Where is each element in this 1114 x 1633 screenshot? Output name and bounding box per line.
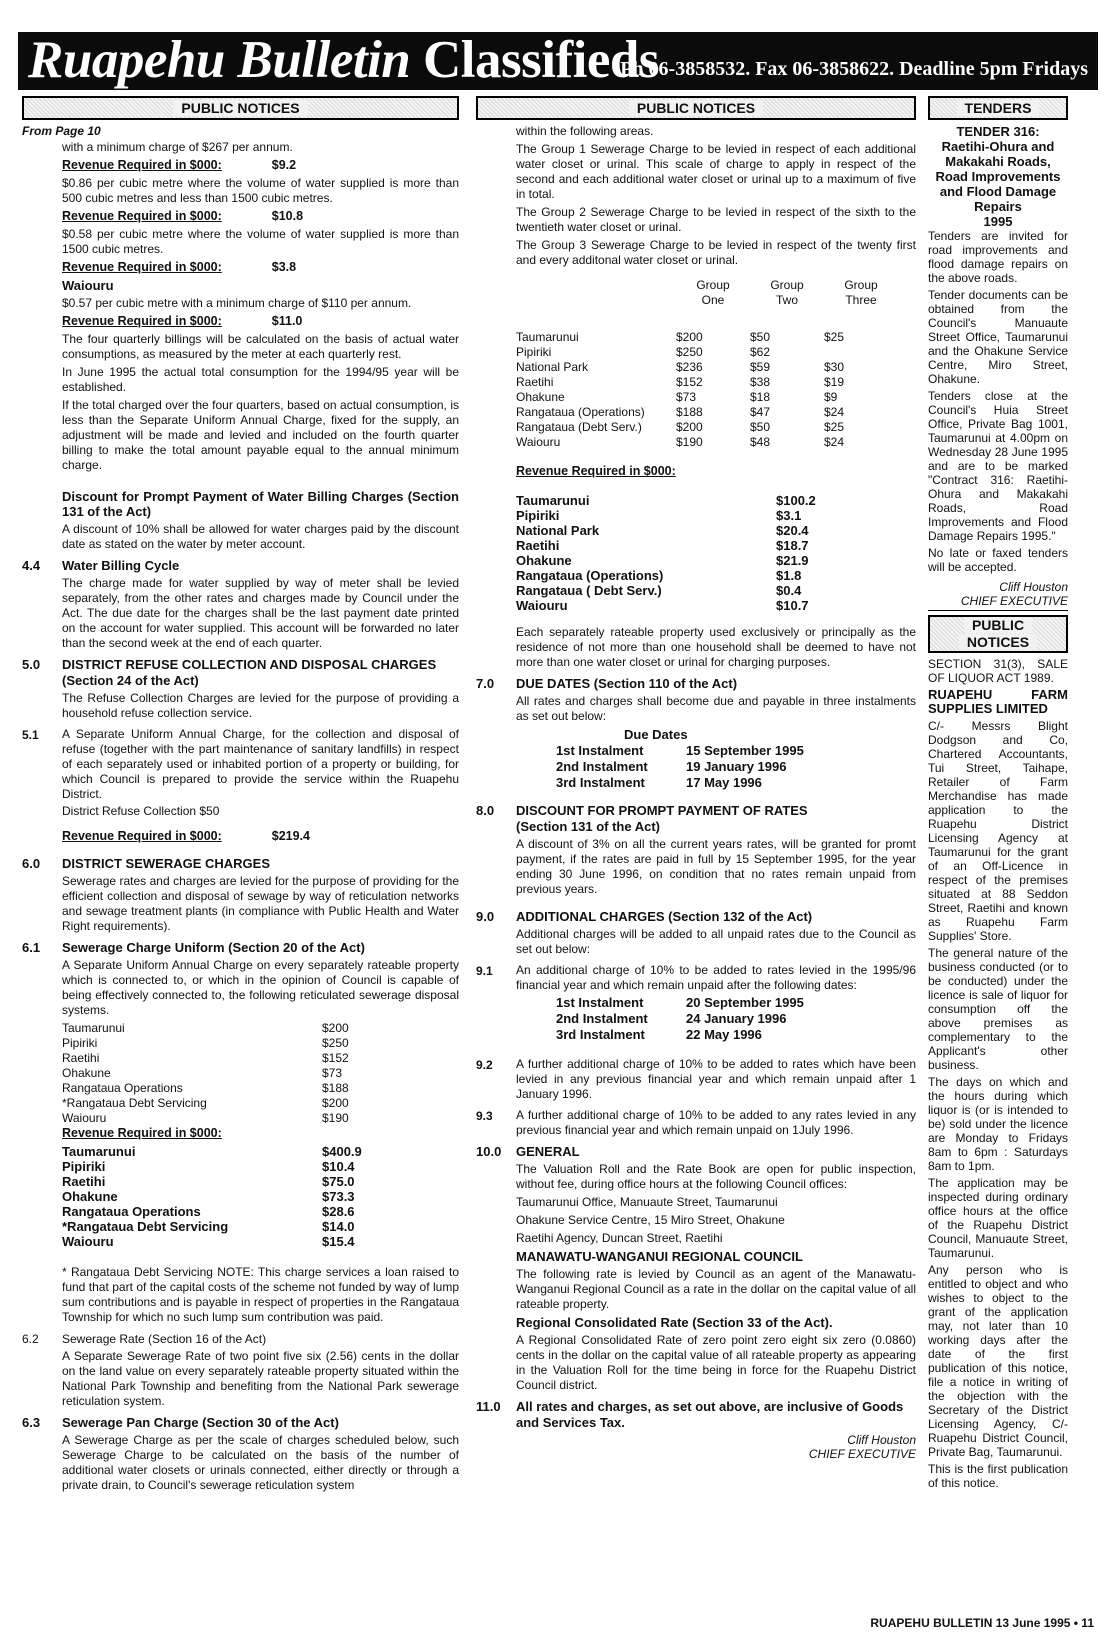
revenue-line: Revenue Required in $000: $3.8 xyxy=(62,260,297,274)
table-row: 2nd Instalment 19 January 1996 xyxy=(556,759,787,774)
paragraph: The following rate is levied by Council as an agent of the Manawatu-Wanganui Regional Council as a rate in the dollar on the capital value of all rateable property. xyxy=(516,1267,916,1311)
company-name: RUAPEHU FARM SUPPLIES LIMITED xyxy=(928,687,1068,716)
paragraph: District Refuse Collection $50 xyxy=(62,804,220,818)
section-6-1: 6.1 Sewerage Charge Uniform (Section 20 of the Act) xyxy=(22,940,365,955)
paragraph: The Group 3 Sewerage Charge to be levied in respect of the twenty first and every additonal water closet or urinal. xyxy=(516,238,916,267)
paragraph: Sewerage rates and charges are levied for the purpose of providing for the efficient collection and disposal of sewage by way of reticulation networks and sewage treatment plants (in compliance with Public Health and Water Right requirements). xyxy=(62,874,459,933)
table-row: 3rd Instalment 22 May 1996 xyxy=(556,1027,762,1042)
paragraph: $0.86 per cubic metre where the volume of water supplied is more than 500 cubic metres and less than 1500 cubic metres. xyxy=(62,176,459,205)
signature-title: CHIEF EXECUTIVE xyxy=(808,1447,916,1461)
paragraph: A Separate Uniform Annual Charge on every separately rateable property which is connected to, or which in the opinion of Council is capable of being effectively connected to, the following reticulated sewerage disposal systems. xyxy=(62,958,459,1017)
tender-title: Raetihi-Ohura and Makakahi Roads, Road Improvements and Flood Damage Repairs xyxy=(935,139,1061,214)
subheading: MANAWATU-WANGANUI REGIONAL COUNCIL xyxy=(516,1249,803,1264)
masthead-title: Ruapehu Bulletin Classifieds xyxy=(28,31,660,89)
subheading: Discount for Prompt Payment of Water Billing Charges (Section 131 of the Act) xyxy=(62,489,459,519)
paragraph: Tenders close at the Council's Huia Street Office, Private Bag 1001, Taumarunui at 4.00pm on Wednesday 28 June 1995 and are to be marked "Contract 316: Raetihi-Ohura and Makakahi Roads, Road Improvements and Flood Damage Repairs 1995." xyxy=(928,389,1068,543)
section-9-1: 9.1 An additional charge of 10% to be added to rates levied in the 1995/96 financial year and which remain unpaid after the following dates: xyxy=(476,963,916,992)
paragraph: within the following areas. xyxy=(516,124,654,138)
revenue-table xyxy=(476,493,916,613)
table-row: Waiouru $15.4 xyxy=(62,1234,355,1249)
table-row: 1st Instalment 20 September 1995 xyxy=(556,995,804,1010)
additional-dates-table xyxy=(476,995,916,1043)
paragraph: The days on which and the hours during which liquor is (or is intended to be) sold under the licence are Monday to Fridays 8am to 6pm : Saturdays 8am to 1pm. xyxy=(928,1075,1068,1173)
paragraph: The four quarterly billings will be calculated on the basis of actual water consumptions, as measured by the meter at each quarterly rest. xyxy=(62,332,459,361)
paragraph: All rates and charges shall become due and payable in three instalments as set out below: xyxy=(516,694,916,723)
table-row: *Rangataua Debt Servicing $14.0 xyxy=(62,1219,355,1234)
subheading: Regional Consolidated Rate (Section 33 of the Act). xyxy=(516,1315,833,1330)
section-10-0: 10.0 GENERAL xyxy=(476,1144,580,1159)
section-7-0: 7.0 DUE DATES (Section 110 of the Act) xyxy=(476,676,738,691)
revenue-line: Revenue Required in $000: $11.0 xyxy=(62,314,303,328)
section-header: PUBLIC NOTICES xyxy=(476,96,916,120)
section-header: PUBLIC NOTICES xyxy=(22,96,459,120)
column-1 xyxy=(22,96,459,1496)
paragraph: $0.57 per cubic metre with a minimum charge of $110 per annum. xyxy=(62,296,412,310)
table-row: Ohakune $73 xyxy=(62,1066,343,1080)
paragraph: SECTION 31(3), SALE OF LIQUOR ACT 1989. xyxy=(928,657,1068,685)
table-row: Ohakune $21.9 xyxy=(516,553,809,568)
table-row: Ohakune $73 $18 $9 xyxy=(516,390,838,404)
section-6-3: 6.3 Sewerage Pan Charge (Section 30 of the Act) xyxy=(22,1415,339,1430)
paragraph: The Refuse Collection Charges are levied for the purpose of providing a household refuse collection service. xyxy=(62,691,459,720)
section-5-1: 5.1 A Separate Uniform Annual Charge, for the collection and disposal of refuse (together with the part maintenance of sanitary landfills) in respect of each separately used or inhabited portion of a property or building, for which Council is prepared to provide the service within the Ruapehu District. xyxy=(22,727,459,801)
table-row: 3rd Instalment 17 May 1996 xyxy=(556,775,762,790)
paragraph: A Regional Consolidated Rate of zero point zero eight six zero (0.0860) cents in the dollar on the capital value of all rateable property as appearing in the Valuation Roll for the time being in force for the Ruapehu District Council district. xyxy=(516,1333,916,1392)
table-row: 2nd Instalment 24 January 1996 xyxy=(556,1011,787,1026)
office-line: Taumarunui Office, Manuaute Street, Taumarunui xyxy=(516,1195,778,1209)
table-row: Taumarunui $200 xyxy=(62,1021,349,1035)
table-row: National Park $236 $59 $30 xyxy=(516,360,845,374)
paragraph: In June 1995 the actual total consumption for the 1994/95 year will be established. xyxy=(62,365,459,394)
masthead xyxy=(18,32,1098,90)
paragraph: The Valuation Roll and the Rate Book are open for public inspection, without fee, during office hours at the following Council offices: xyxy=(516,1162,916,1191)
signature-title: CHIEF EXECUTIVE xyxy=(928,594,1068,611)
table-row: 1st Instalment 15 September 1995 xyxy=(556,743,804,758)
paragraph: No late or faxed tenders will be accepted. xyxy=(928,546,1068,574)
table-row: Rangataua (Operations) $188 $47 $24 xyxy=(516,405,845,419)
paragraph: The general nature of the business conducted (or to be conducted) under the licence is sale of liquor for consumption off the above premises as complementary to the Applicant's other business. xyxy=(928,946,1068,1072)
sewerage-schedule xyxy=(22,1021,459,1126)
paragraph: Any person who is entitled to object and who wishes to object to the grant of the application may, not later than 10 working days after the date of the first publication of this notice, file a notice in writing of the objection with the Secretary of the District Licensing Agency, C/- Ruapehu District Council, Private Bag, Taumarunui. xyxy=(928,1263,1068,1459)
paragraph: with a minimum charge of $267 per annum. xyxy=(62,140,293,154)
revenue-line: Revenue Required in $000: $10.8 xyxy=(62,209,304,223)
table-row: Raetihi $75.0 xyxy=(62,1174,355,1189)
section-5-0: 5.0 DISTRICT REFUSE COLLECTION AND DISPOSAL CHARGES (Section 24 of the Act) xyxy=(22,657,437,688)
table-row: Rangataua ( Debt Serv.) $0.4 xyxy=(516,583,802,598)
table-row: Rangataua (Debt Serv.) $200 $50 $25 xyxy=(516,420,845,434)
revenue-line: Revenue Required in $000: $9.2 xyxy=(62,158,297,172)
table-row: Ohakune $73.3 xyxy=(62,1189,355,1204)
table-row: Waiouru $190 xyxy=(62,1111,349,1125)
table-header: Group One Group Two Group Three xyxy=(696,278,878,307)
section-header: TENDERS xyxy=(928,96,1068,120)
table-row: Pipiriki $250 $62 xyxy=(516,345,771,359)
table-row: Taumarunui $100.2 xyxy=(516,493,816,508)
column-2 xyxy=(476,96,916,1461)
table-row: Pipiriki $3.1 xyxy=(516,508,802,523)
section-header: PUBLIC NOTICES xyxy=(928,615,1068,653)
group-charges-table xyxy=(476,278,916,450)
table-row: National Park $20.4 xyxy=(516,523,809,538)
section-4-4: 4.4 Water Billing Cycle xyxy=(22,558,180,573)
table-row: Pipiriki $10.4 xyxy=(62,1159,355,1174)
table-row: Waiouru $10.7 xyxy=(516,598,809,613)
revenue-heading: Revenue Required in $000: xyxy=(62,1126,222,1140)
office-line: Raetihi Agency, Duncan Street, Raetihi xyxy=(516,1231,723,1245)
table-row: Rangataua Operations $28.6 xyxy=(62,1204,355,1219)
table-row: Pipiriki $250 xyxy=(62,1036,349,1050)
section-8-0: 8.0 DISCOUNT FOR PROMPT PAYMENT OF RATES (Section 131 of the Act) xyxy=(476,803,808,834)
due-dates-heading: Due Dates xyxy=(624,727,688,742)
paragraph: Tenders are invited for road improvements and flood damage repairs on the above roads. xyxy=(928,229,1068,285)
tender-year: 1995 xyxy=(983,214,1013,229)
paragraph: A discount of 3% on all the current years rates, will be granted for promt payment, if the rates are paid in full by 15 September 1995, for the year ending 30 June 1996, on condition that no rates remain unpaid from previous years. xyxy=(516,837,916,896)
signature-name: Cliff Houston xyxy=(999,580,1068,594)
paragraph: If the total charged over the four quarters, based on actual consumption, is less than the Separate Uniform Annual Charge, fixed for the supply, an adjustment will be made and levied and included on the fourth quarter billing to make the total amount payable equal to the annual minimum charge. xyxy=(62,398,459,472)
paragraph: The Group 2 Sewerage Charge to be levied in respect of the sixth to the twentieth water closet or urinal. xyxy=(516,205,916,234)
paragraph: The application may be inspected during ordinary office hours at the office of the Ruapehu District Council, Manuaute Street, Taumarunui. xyxy=(928,1176,1068,1260)
revenue-line: Revenue Required in $000: $219.4 xyxy=(62,829,311,843)
table-row: Raetihi $18.7 xyxy=(516,538,809,553)
paragraph: C/- Messrs Blight Dodgson and Co, Chartered Accountants, Tui Street, Taihape, Retailer of Farm Merchandise has made application to the Ruapehu District Licensing Agency at Taumarunui for the grant of an Off-Licence in respect of the premises situated at 88 Seddon Street, Raetihi and known as Ruapehu Farm Supplies' Store. xyxy=(928,719,1068,943)
paragraph: The Group 1 Sewerage Charge to be levied in respect of each additional water closet or urinal. This scale of charge to apply in respect of the second and each additional water closet or urinal up to a maximum of five in total. xyxy=(516,142,916,201)
table-row: Taumarunui $200 $50 $25 xyxy=(516,330,845,344)
table-row: Raetihi $152 $38 $19 xyxy=(516,375,845,389)
paragraph: The charge made for water supplied by way of meter shall be levied separately, from the other rates and charges made by Council under the Act. The due date for the charges shall be the last payment date printed on the account for water supplied. This account will be forwarded no later than the second week at the end of each quarter. xyxy=(62,576,459,650)
section-9-0: 9.0 ADDITIONAL CHARGES (Section 132 of the Act) xyxy=(476,909,813,924)
table-row: Waiouru $190 $48 $24 xyxy=(516,435,845,449)
paragraph: A Separate Sewerage Rate of two point five six (2.56) cents in the dollar on the land value on every separately rateable property situated within the National Park Township and benefiting from the National Park sewerage reticulation system. xyxy=(62,1349,459,1408)
paragraph: * Rangataua Debt Servicing NOTE: This charge services a loan raised to fund that part of the capital costs of the scheme not funded by way of lump sum contributions and is payable in respect of properties in the Rangataua Township for which no such lump sum contribution was paid. xyxy=(62,1265,459,1324)
section-9-3: 9.3 A further additional charge of 10% to be added to any rates levied in any previous financial year and which remain unpaid on 1July 1996. xyxy=(476,1108,916,1137)
paragraph: $0.58 per cubic metre where the volume of water supplied is more than 1500 cubic metres. xyxy=(62,227,459,256)
paragraph: Tender documents can be obtained from the Council's Manuaute Street Office, Taumarunui and the Ohakune Service Centre, Miro Street, Ohakune. xyxy=(928,288,1068,386)
subheading: Waiouru xyxy=(62,278,114,293)
section-9-2: 9.2 A further additional charge of 10% to be added to rates which have been levied in any previous financial year and which remain unpaid after 1 January 1996. xyxy=(476,1057,916,1101)
table-row: Taumarunui $400.9 xyxy=(62,1144,362,1159)
section-6-0: 6.0 DISTRICT SEWERAGE CHARGES xyxy=(22,856,271,871)
tender-heading: TENDER 316: xyxy=(956,124,1040,139)
masthead-contact: Ph 06-3858532. Fax 06-3858622. Deadline 5pm Fridays xyxy=(620,58,1088,80)
section-6-2: 6.2 Sewerage Rate (Section 16 of the Act) xyxy=(22,1332,267,1346)
table-row: Rangataua Operations $188 xyxy=(62,1081,349,1095)
from-page: From Page 10 xyxy=(22,124,101,138)
due-dates-table xyxy=(476,743,916,791)
revenue-heading: Revenue Required in $000: xyxy=(516,464,676,478)
paragraph: This is the first publication of this notice. xyxy=(928,1462,1068,1490)
page-footer: RUAPEHU BULLETIN 13 June 1995 • 11 xyxy=(870,1616,1094,1630)
paragraph: Each separately rateable property used exclusively or principally as the residence of not more than one household shall be deemed to have not more than one water closet or urinal for charging purposes. xyxy=(516,625,916,669)
revenue-table xyxy=(22,1144,459,1249)
table-row: Raetihi $152 xyxy=(62,1051,349,1065)
office-line: Ohakune Service Centre, 15 Miro Street, Ohakune xyxy=(516,1213,785,1227)
signature-name: Cliff Houston xyxy=(847,1433,916,1447)
section-11-0: 11.0 All rates and charges, as set out above, are inclusive of Goods and Services Tax. xyxy=(476,1399,904,1430)
table-row: Rangataua (Operations) $1.8 xyxy=(516,568,802,583)
paragraph: Additional charges will be added to all unpaid rates due to the Council as set out below: xyxy=(516,927,916,956)
table-row: *Rangataua Debt Servicing $200 xyxy=(62,1096,349,1110)
paragraph: A discount of 10% shall be allowed for water charges paid by the discount date as stated on the water by meter account. xyxy=(62,522,459,551)
paragraph: A Sewerage Charge as per the scale of charges scheduled below, such Sewerage Charge to be calculated on the basis of the number of additional water closets or urinals connected, either directly or through a private drain, to Council's sewerage reticulation system xyxy=(62,1433,459,1492)
column-3 xyxy=(928,96,1068,1493)
